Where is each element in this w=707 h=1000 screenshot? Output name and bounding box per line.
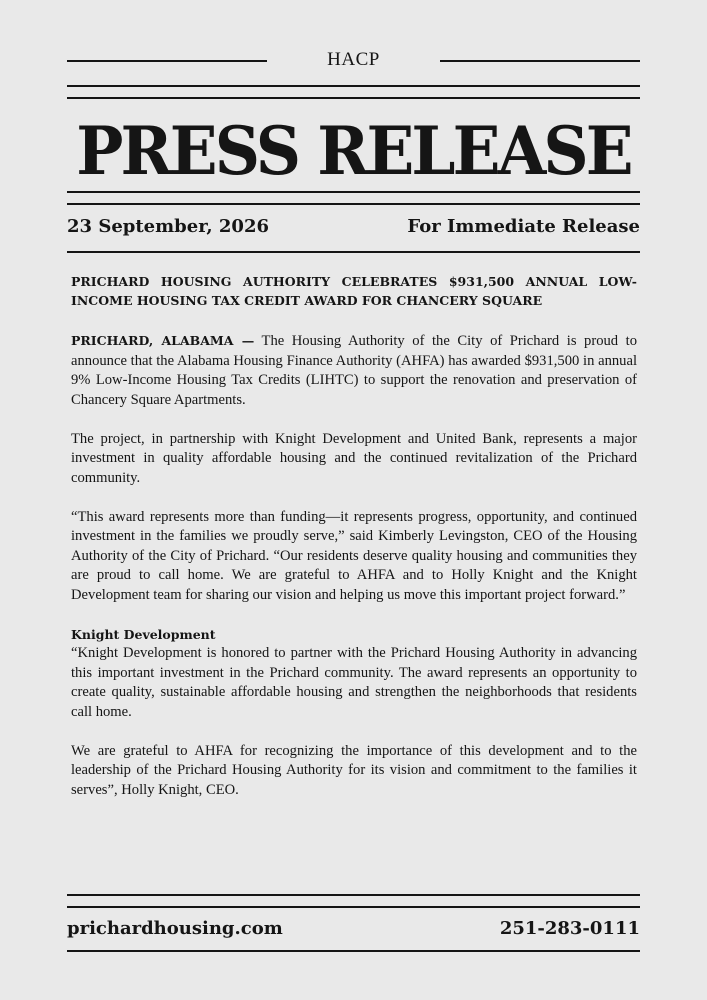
- release-note: For Immediate Release: [407, 216, 640, 237]
- paragraph-1: [71, 331, 637, 410]
- date-bottom-rule: [67, 251, 640, 253]
- title-top-rule-2: [67, 97, 640, 99]
- footer-top-rule-1: [67, 894, 640, 896]
- release-date: 23 September, 2026: [67, 216, 270, 237]
- website-link[interactable]: prichardhousing.com: [67, 918, 283, 939]
- paragraph-1-text: The Housing Authority of the City of Prichard is proud to announce that the Alabama Housing Finance Authority (AHFA) has awarded $931,500 in annual 9% Low-Income Housing Tax Credits (LIHTC) to support the renovation and preservation of Chancery Square Apartments.: [71, 333, 638, 408]
- paragraph-4: “Knight Development is honored to partner with the Prichard Housing Authority in advancing this important investment in the Prichard community. The award represents an opportunity to create quality, sustainable affordable housing and strengthen the neighborhoods that residents call home.: [71, 645, 637, 720]
- subhead-knight-development: Knight Development: [71, 626, 216, 642]
- dateline: PRICHARD, ALABAMA —: [71, 333, 255, 348]
- paragraph-5: We are grateful to AHFA for recognizing the importance of this development and to the leadership of the Prichard Housing Authority for its vision and commitment to the families it serves”, Holly Knight, CEO.: [71, 742, 637, 798]
- paragraph-3: “This award represents more than funding—it represents progress, opportunity, and continued investment in the families we proudly serve,” said Kimberly Levingston, CEO of the Housing Authority of the City of Prichard. “Our residents deserve quality housing and communities they are proud to call home. We are grateful to AHFA and to Holly Knight and the Knight Development team for sharing our vision and helping us move this important project forward.”: [71, 508, 637, 603]
- phone-number: 251-283-0111: [499, 918, 640, 939]
- title-bottom-rule-1: [67, 191, 640, 193]
- body-text: [71, 331, 637, 800]
- headline: PRICHARD HOUSING AUTHORITY CELEBRATES $931,500 ANNUAL LOW-INCOME HOUSING TAX CREDIT AWARD FOR CHANCERY SQUARE: [71, 274, 637, 308]
- page-title: PRESS RELEASE: [76, 112, 631, 190]
- org-name: HACP: [327, 49, 380, 70]
- title-top-rule-1: [67, 85, 640, 87]
- footer-bottom-rule: [67, 950, 640, 952]
- paragraph-2: The project, in partnership with Knight Development and United Bank, represents a major investment in quality affordable housing and the continued revitalization of the Prichard community.: [71, 430, 637, 486]
- title-bottom-rule-2: [67, 203, 640, 205]
- footer-top-rule-2: [67, 906, 640, 908]
